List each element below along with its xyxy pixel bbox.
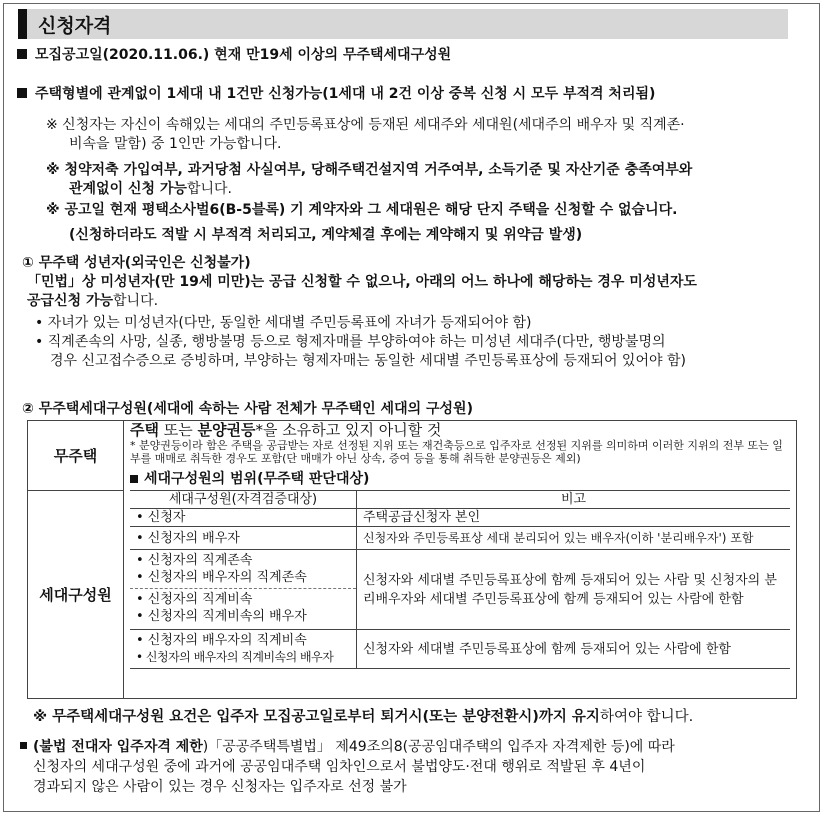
header-bar bbox=[18, 9, 27, 39]
table-row: • 신청자의 직계존속 • 신청자의 배우자의 직계존속 • 신청자의 직계비속 • 신청자의 직계비속의 배우자 신청자와 세대별 주민등록표상에 함께 등재되어 있는 사람 및 신청자의 분리배우자와 세대별 주민등록표상에 함께 등재되어 있는 사람에 한함 bbox=[130, 550, 790, 630]
table-row: • 신청자의 배우자 신청자와 주민등록표상 세대 분리되어 있는 배우자(이하 '분리배우자') 포함 bbox=[130, 527, 790, 550]
square-bullet-icon bbox=[17, 49, 27, 59]
label-nohouse: 무주택 bbox=[28, 421, 124, 491]
list-item: • 직계존속의 사망, 실종, 행방불명 등으로 형제자매를 부양하여야 하는 미성년 세대주(다만, 행방불명의 bbox=[35, 334, 666, 350]
section-adult-title: ① 무주택 성년자(외국인은 신청불가) bbox=[22, 255, 251, 271]
household-table bbox=[27, 420, 797, 699]
note-regardless-conditions: ※ 청약저축 가입여부, 과거당첨 사실여부, 당해주택건설지역 거주여부, 소득기준 및 자산기준 충족여부와 관계없이 신청 가능합니다. bbox=[46, 162, 693, 197]
member-range-table bbox=[130, 490, 790, 669]
bullet-one-per-household: 주택형별에 관계없이 1세대 내 1건만 신청가능(1세대 내 2건 이상 중복 신청 시 모두 부적격 처리됨) bbox=[17, 85, 655, 104]
note-applicant-eligibility: ※ 신청자는 자신이 속해있는 세대의 주민등록표상에 등재된 세대주와 세대원(세대주의 배우자 및 직계존· 비속을 말함) 중 1인만 가능합니다. bbox=[46, 117, 685, 152]
footer-note: ※ 무주택세대구성원 요건은 입주자 모집공고일로부터 퇴거시(또는 분양전환시)까지 유지하여야 합니다. bbox=[33, 709, 694, 725]
section-adult-body: 「민법」상 미성년자(만 19세 미만)는 공급 신청할 수 없으나, 아래의 어느 하나에 해당하는 경우 미성년자도 공급신청 가능합니다. • 자녀가 있는 미성년자(다만, 동일한 세대별 주민등록표에 자녀가 등재되어야 함) • 직계존속의 사망, 실종, 행방불명 등으로 형제자매를 부양하여야 하는 미성년 세대주(다만, 행방불명의 경우 신고접수증으로 증빙하며, 부양하는 형제자매는 동일한 세대별 주민등록표상에 등재되어 있어야 함) bbox=[27, 274, 697, 369]
table-content-cell: 주택 또는 분양권등*을 소유하고 있지 아니할 것 * 분양권등이라 함은 주택을 공급받는 자로 선정된 지위 또는 재건축등으로 입주자로 선정된 지위를 의미하며 이러한 지위의 전부 또는 일부를 매매로 취득한 경우도 포함(단 매매가 아닌 상속, 증여 등을 통해 취득한 분양권등은 제외) 세대구성원의 범위(무주택 판단대상) 세대구성원(자격검증대상) 비고 • 신청자 주택공급신청자 본인 • 신청자의 배우자 신청자와 주민등록표상 세대 분리되어 있는 배우자(이하 '분리배우자') 포함 • 신청자의 직계존속 • 신청자의 배우자의 직계존속 • 신청자의 직계비속 • 신청자의 직계비속의 배우자 신청자와 세대별 주민등록표상에 함께 등재되어 있는 사람 및 신청자의 분리배우자와 세대별 주민등록표상에 함께 등재되어 있는 사람에 한함 • 신청자의 배우자의 직계비속 • 신청자의 배우자의 직계비속의 배우자 신청자와 세대별 주민등록표상에 함께 등재되어 있는 사람에 한함 bbox=[124, 421, 797, 699]
label-household-member: 세대구성원 bbox=[28, 491, 124, 699]
page-title: 신청자격 bbox=[38, 15, 112, 37]
note-existing-contractor: ※ 공고일 현재 평택소사벌6(B-5블록) 기 계약자와 그 세대원은 해당 단지 주택을 신청할 수 없습니다. (신청하더라도 적발 시 부적격 처리되고, 계약체결 후에는 계약해지 및 위약금 발생) bbox=[46, 202, 678, 243]
square-bullet-icon bbox=[130, 475, 138, 483]
footnote: * 분양권등이라 함은 주택을 공급받는 자로 선정된 지위 또는 재건축등으로 입주자로 선정된 지위를 의미하며 이러한 지위의 전부 또는 일부를 매매로 취득한 경우도 포함(단 매매가 아닌 상속, 증여 등을 통해 취득한 분양권등은 제외) bbox=[130, 439, 783, 465]
section-header bbox=[18, 9, 788, 39]
table-row: 세대구성원(자격검증대상) 비고 bbox=[130, 491, 790, 509]
table-row: • 신청자 주택공급신청자 본인 bbox=[130, 509, 790, 527]
square-bullet-icon bbox=[20, 742, 27, 749]
bullet-age-requirement: 모집공고일(2020.11.06.) 현재 만19세 이상의 무주택세대구성원 bbox=[17, 46, 451, 65]
illegal-sublease-note: (불법 전대자 입주자격 제한)「공공주택특별법」 제49조의8(공공임대주택의 입주자 자격제한 등)에 따라 신청자의 세대구성원 중에 과거에 공공임대주택 임차인으로서 불법양도·전대 행위로 적발된 후 4년이 경과되지 않은 사람이 있는 경우 신청자는 입주자로 선정 불가 bbox=[20, 737, 675, 797]
list-item: • 자녀가 있는 미성년자(다만, 동일한 세대별 주민등록표에 자녀가 등재되어야 함) bbox=[35, 315, 532, 331]
table-row: • 신청자의 배우자의 직계비속 • 신청자의 배우자의 직계비속의 배우자 신청자와 세대별 주민등록표상에 함께 등재되어 있는 사람에 한함 bbox=[130, 630, 790, 669]
section-household-title: ② 무주택세대구성원(세대에 속하는 사람 전체가 무주택인 세대의 구성원) bbox=[22, 401, 473, 417]
square-bullet-icon bbox=[17, 88, 27, 98]
